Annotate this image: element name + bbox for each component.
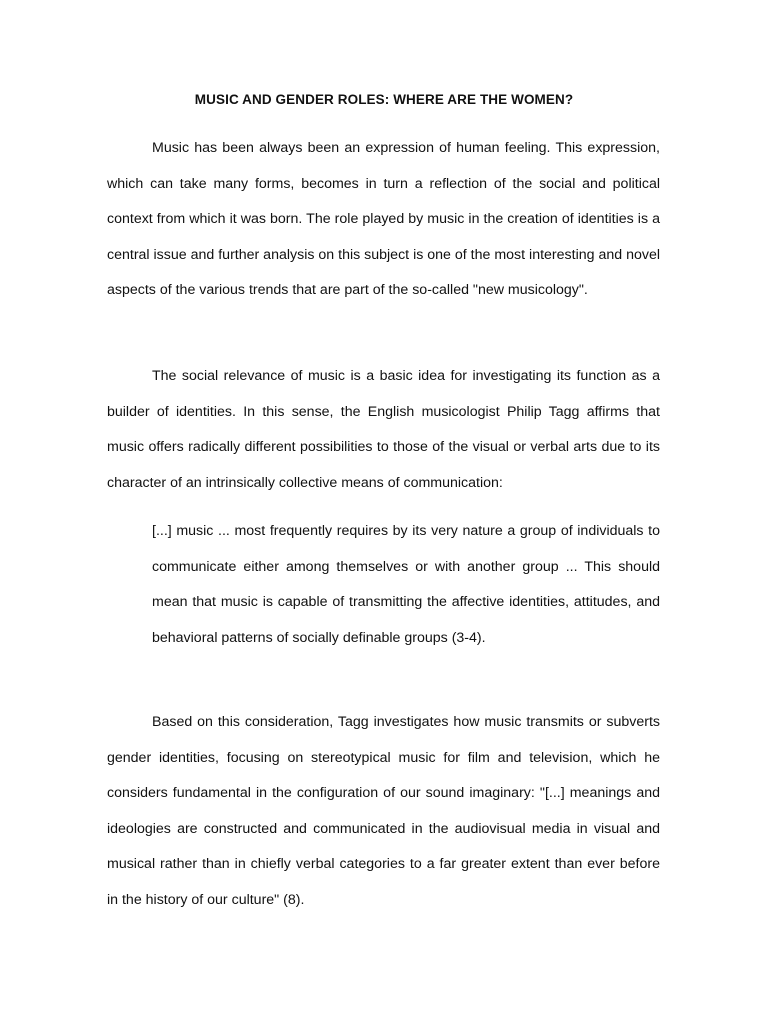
block-quote: [...] music ... most frequently requires by its very nature a group of individuals to communicate either among themselves or with another group ... This should mean that music is capable of transmitting the affective identities, attitudes, and behavioral patterns of socially definable groups (3-4). [152,523,660,646]
paragraph-3: Based on this consideration, Tagg investigates how music transmits or subverts gender identities, focusing on stereotypical music for film and television, which he considers fundamental in the configuration of our sound imaginary: "[...] meanings and ideologies are constructed and communicated in the audiovisual media in visual and musical rather than in chiefly verbal categories to a far greater extent than ever before in the history of our culture" (8). [107,714,660,908]
paragraph-2: The social relevance of music is a basic idea for investigating its function as a builder of identities. In this sense, the English musicologist Philip Tagg affirms that music offers radically different possibilities to those of the visual or verbal arts due to its character of an intrinsically collective means of communication: [107,368,660,491]
document-title: MUSIC AND GENDER ROLES: WHERE ARE THE WOMEN? [194,92,574,107]
paragraph-1: Music has been always been an expression of human feeling. This expression, which can take many forms, becomes in turn a reflection of the social and political context from which it was born. The role played by music in the creation of identities is a central issue and further analysis on this subject is one of the most interesting and novel aspects of the various trends that are part of the so-called "new musicology". [107,140,660,298]
